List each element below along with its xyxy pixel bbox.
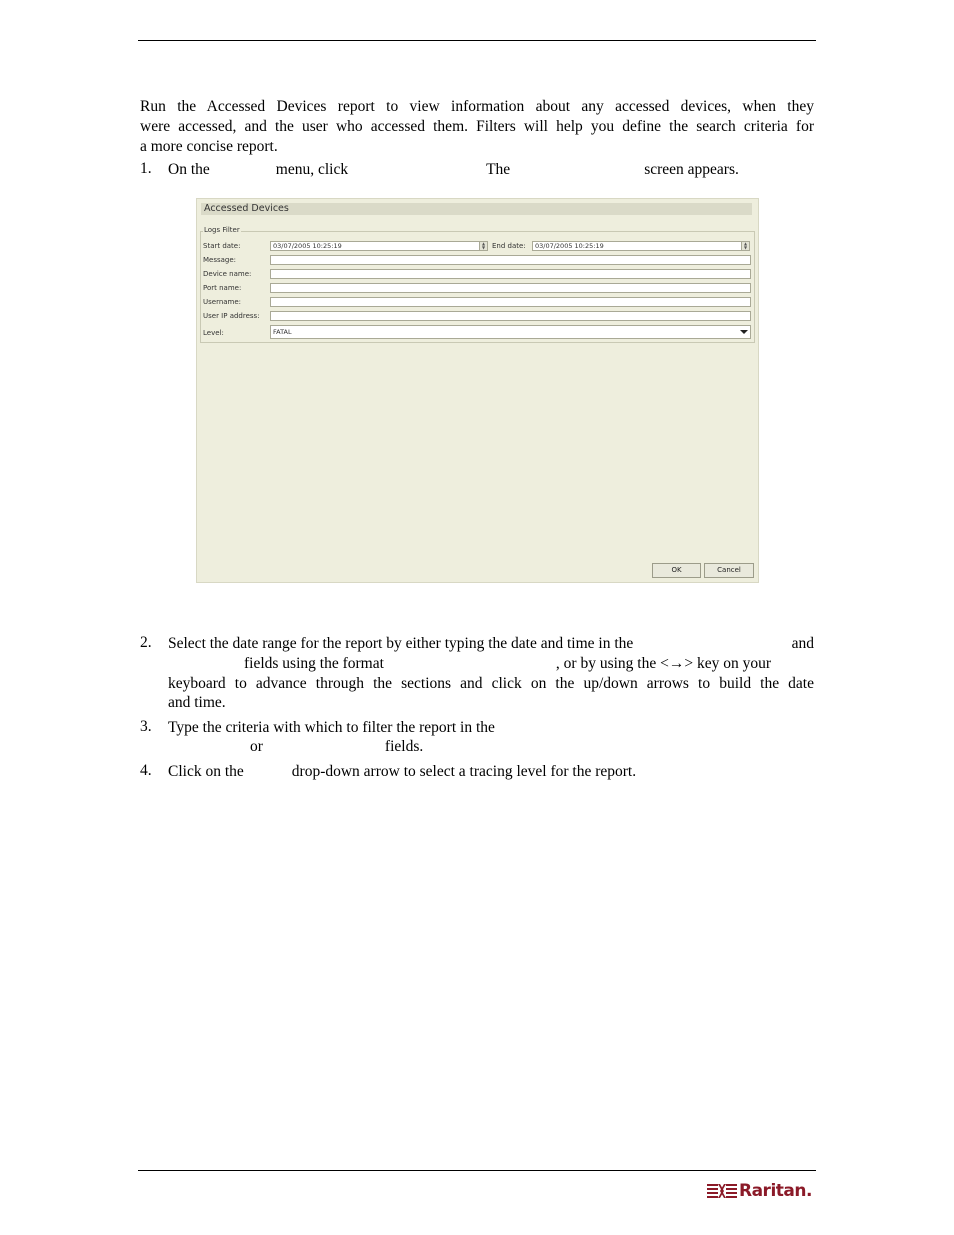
start-date-label: Start date: — [203, 242, 241, 250]
cancel-button[interactable]: Cancel — [704, 563, 754, 578]
step-2-line-4: and time. — [168, 694, 226, 711]
logs-filter-legend: Logs Filter — [204, 226, 240, 234]
step-1-d: screen appears. — [644, 161, 739, 178]
right-arrow-icon: → — [668, 655, 685, 672]
step-1-text — [168, 160, 814, 180]
step-4-a: Click on the — [168, 763, 244, 780]
message-label: Message: — [203, 256, 237, 264]
end-date-label: End date: — [492, 242, 526, 250]
level-value: FATAL — [273, 328, 292, 336]
device-name-label: Device name: — [203, 270, 252, 278]
step-2-l2c: > key on your — [684, 655, 772, 672]
step-3-line-1: Type the criteria with which to filter the report in the — [168, 719, 495, 736]
device-name-field[interactable] — [270, 269, 751, 279]
end-date-field[interactable]: 03/07/2005 10:25:19 — [532, 241, 742, 251]
intro-line-3: a more concise report. — [140, 138, 278, 155]
step-2-l1a: Select the date range for the report by either typing the date and time in the — [168, 635, 634, 652]
step-2-l2a: fields using the format — [244, 655, 384, 672]
accessed-devices-dialog — [196, 198, 759, 583]
level-select[interactable] — [270, 325, 751, 339]
username-label: Username: — [203, 298, 242, 306]
step-2-line-2 — [168, 654, 814, 674]
step-1-c: The — [486, 161, 511, 178]
step-2-number: 2. — [140, 634, 152, 651]
header-rule — [138, 40, 816, 41]
step-4-b: drop-down arrow to select a tracing level for the report. — [291, 763, 637, 780]
level-label: Level: — [203, 329, 224, 337]
step-2-l2b: , or by using the < — [555, 655, 669, 672]
step-3-line-2 — [168, 737, 814, 757]
port-name-field[interactable] — [270, 283, 751, 293]
step-2-l1b: and — [791, 635, 814, 652]
step-1-a: On the — [168, 161, 210, 178]
step-3-l2b: fields. — [384, 738, 424, 755]
step-1-number: 1. — [140, 160, 152, 177]
raritan-logo-icon — [707, 1182, 737, 1200]
raritan-logo-text: Raritan. — [739, 1181, 812, 1201]
message-field[interactable] — [270, 255, 751, 265]
end-date-spinner[interactable]: ▲ ▼ — [741, 241, 750, 251]
dialog-title: Accessed Devices — [201, 203, 752, 215]
username-field[interactable] — [270, 297, 751, 307]
intro-line-1: Run the Accessed Devices report to view information about any accessed devices, when they — [140, 98, 814, 115]
step-3-l2a: or — [250, 738, 263, 755]
raritan-logo — [707, 1180, 812, 1202]
step-1-b: menu, click — [275, 161, 349, 178]
step-2-line-3: keyboard to advance through the sections and click on the up/down arrows to build the date — [168, 675, 814, 692]
step-4-text — [168, 762, 814, 782]
intro-line-2: were accessed, and the user who accessed them. Filters will help you define the search criteria for — [140, 118, 814, 135]
step-4-number: 4. — [140, 762, 152, 779]
user-ip-field[interactable] — [270, 311, 751, 321]
footer-rule — [138, 1170, 816, 1171]
ok-button[interactable]: OK — [652, 563, 701, 578]
step-3-number: 3. — [140, 718, 152, 735]
step-2-line-1 — [168, 634, 814, 654]
user-ip-label: User IP address: — [203, 312, 260, 320]
start-date-spinner[interactable]: ▲ ▼ — [479, 241, 488, 251]
port-name-label: Port name: — [203, 284, 242, 292]
chevron-down-icon[interactable] — [740, 330, 748, 334]
start-date-field[interactable]: 03/07/2005 10:25:19 — [270, 241, 480, 251]
